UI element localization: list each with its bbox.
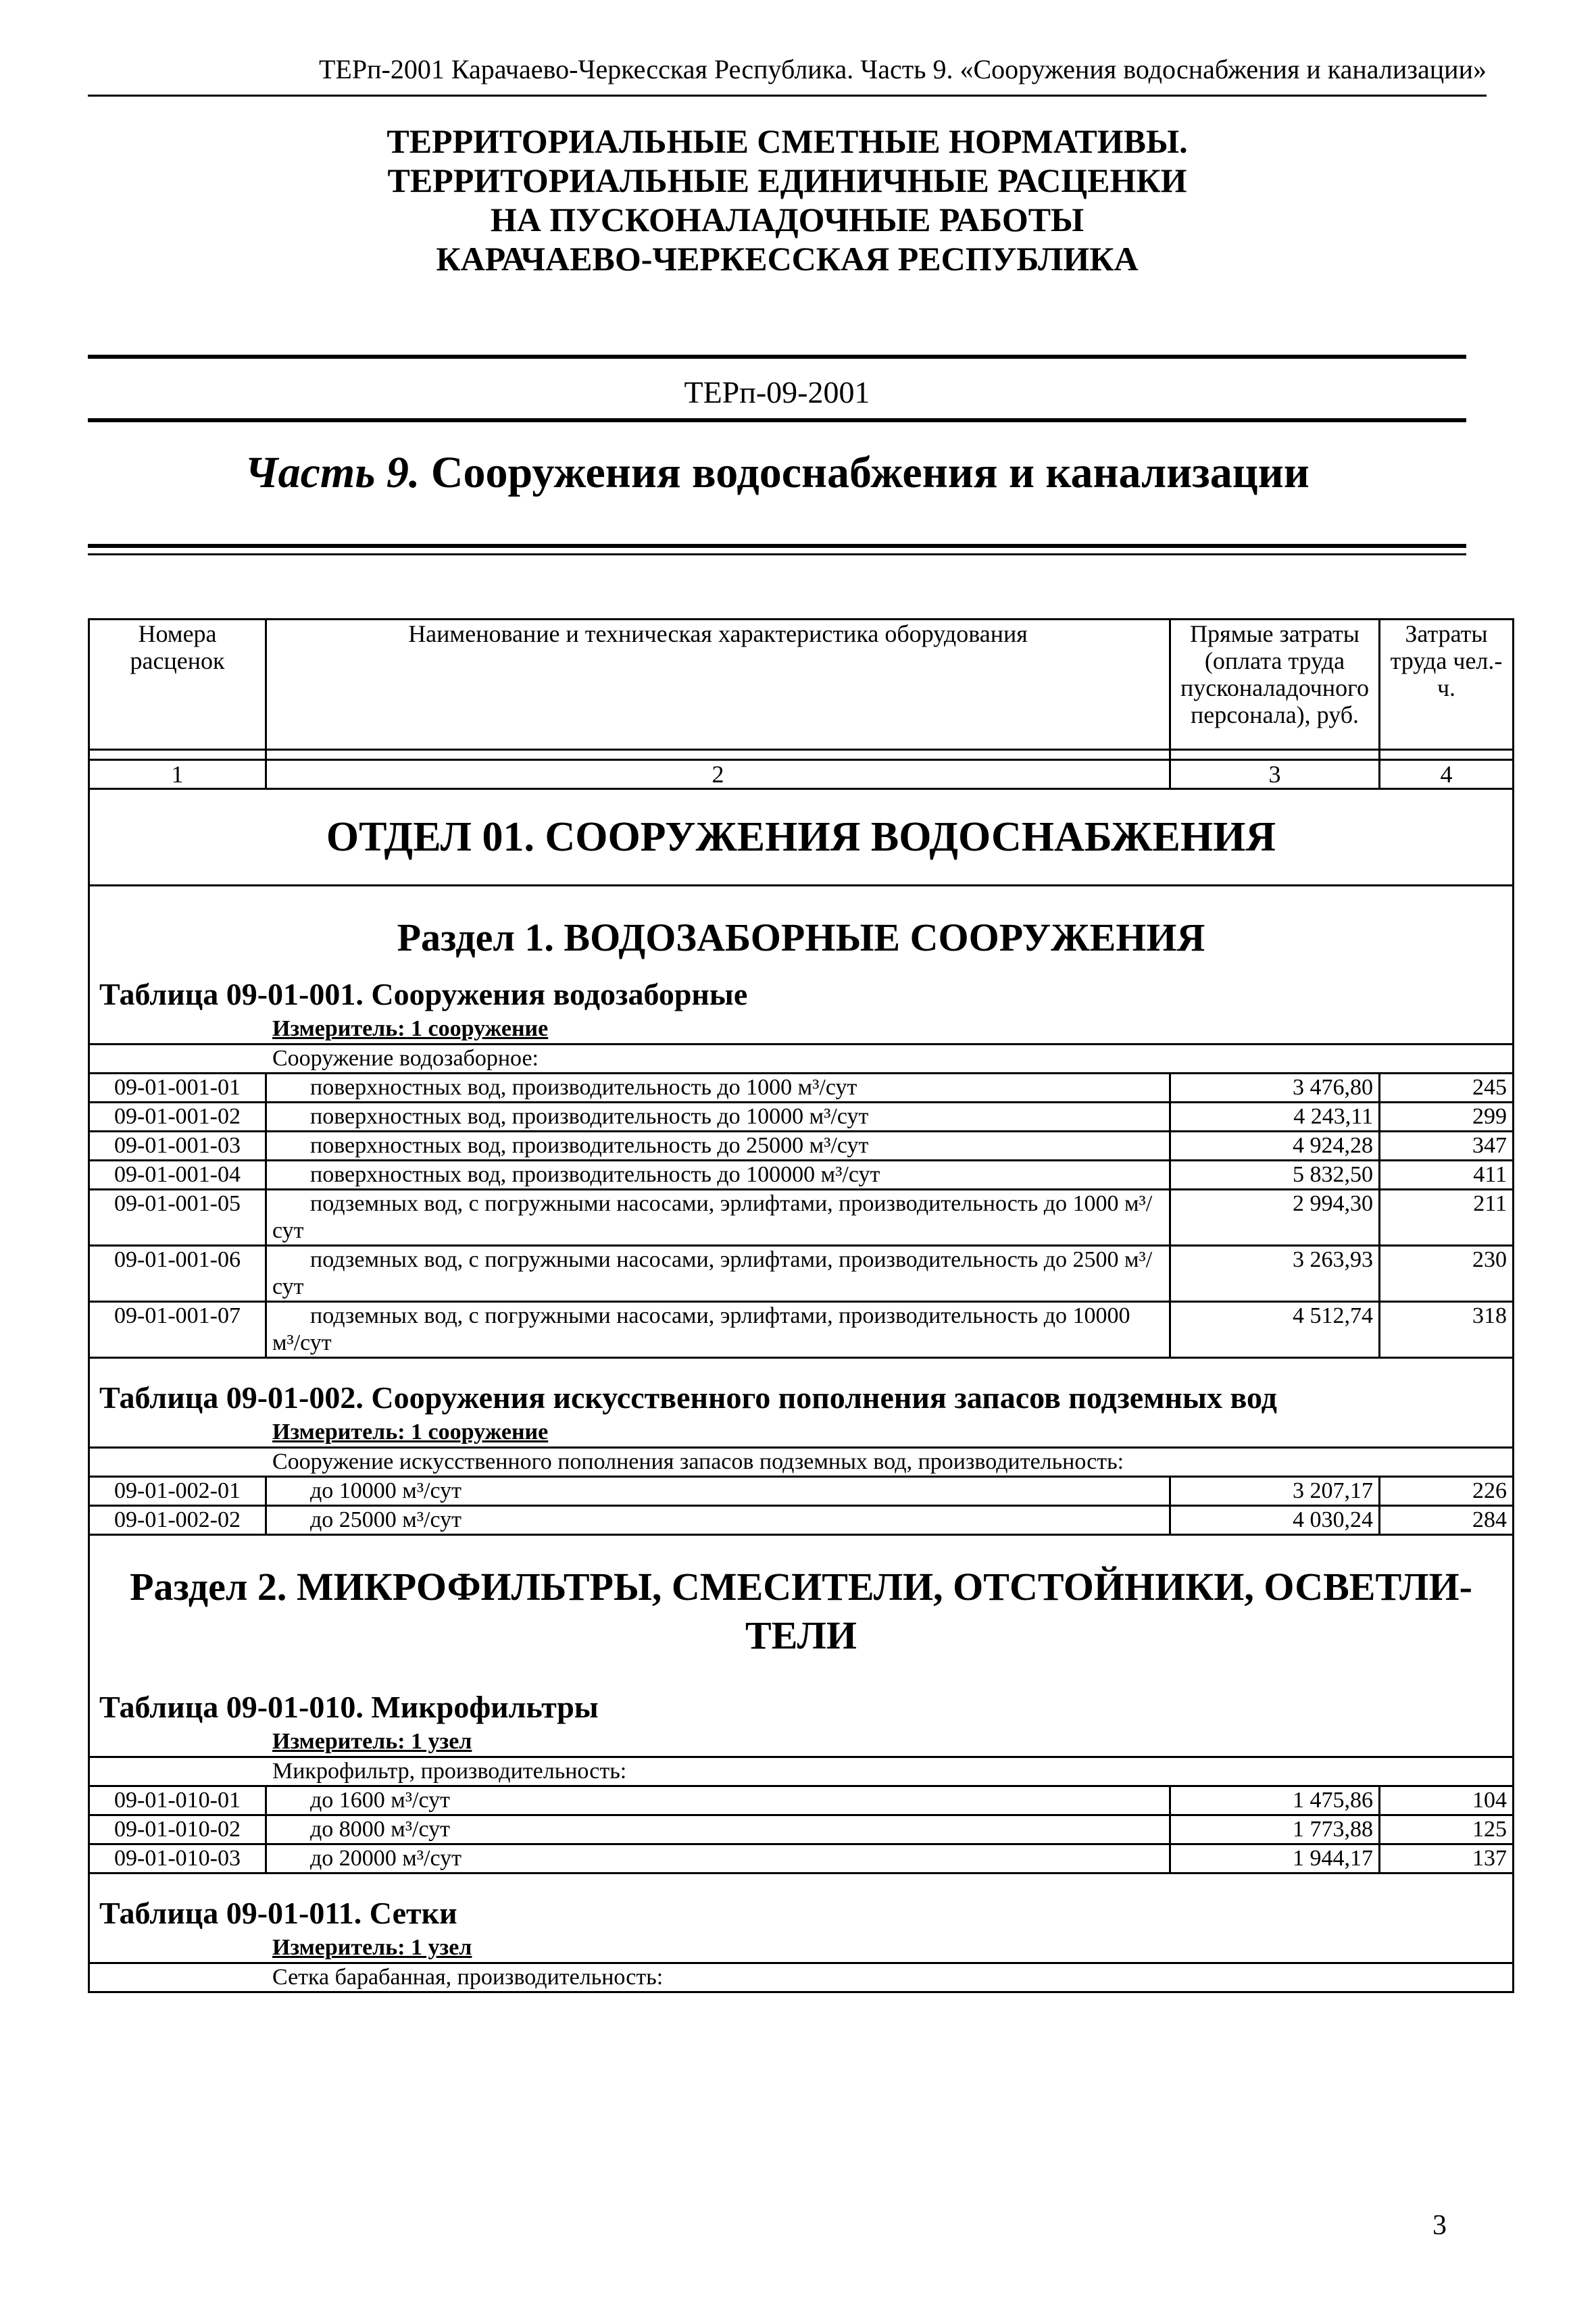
rate-cost: 1 773,88 <box>1170 1815 1380 1844</box>
table-row <box>89 1477 1514 1506</box>
table-010-rows <box>89 1786 1514 1873</box>
section-1-heading: Раздел 1. ВОДОЗАБОРНЫЕ СООРУЖЕНИЯ <box>89 886 1514 963</box>
table-row <box>89 1815 1514 1844</box>
department-row <box>89 789 1514 886</box>
rate-code: 09-01-010-02 <box>89 1815 266 1844</box>
rate-name: до 1600 м³/сут <box>266 1786 1170 1815</box>
table-header-row <box>89 620 1514 750</box>
table-011-group: Сетка барабанная, производительность: <box>89 1963 1514 1992</box>
rate-name: до 25000 м³/сут <box>266 1506 1170 1535</box>
page-number: 3 <box>1432 2210 1447 2241</box>
rate-name: поверхностных вод, производительность до 1000 м³/сут <box>266 1074 1170 1103</box>
table-row <box>89 1132 1514 1161</box>
double-rule <box>88 544 1466 555</box>
title-line-3: НА ПУСКОНАЛАДОЧНЫЕ РАБОТЫ <box>490 201 1084 238</box>
rate-cost: 3 476,80 <box>1170 1074 1380 1103</box>
table-002-group: Сооружение искусственного пополнения запасов подземных вод, производительность: <box>89 1448 1514 1477</box>
table-row <box>89 1246 1514 1302</box>
rate-labor: 211 <box>1380 1190 1514 1246</box>
rate-labor: 125 <box>1380 1815 1514 1844</box>
rate-labor: 284 <box>1380 1506 1514 1535</box>
rate-cost: 4 243,11 <box>1170 1103 1380 1132</box>
rate-code: 09-01-001-05 <box>89 1190 266 1246</box>
rate-code: 09-01-010-03 <box>89 1844 266 1873</box>
rate-name: до 8000 м³/сут <box>266 1815 1170 1844</box>
group-row <box>89 1963 1514 1992</box>
rate-labor: 245 <box>1380 1074 1514 1103</box>
table-title-row <box>89 962 1514 1015</box>
rule-thick <box>88 544 1466 548</box>
rate-name: поверхностных вод, производительность до 25000 м³/сут <box>266 1132 1170 1161</box>
rate-labor: 230 <box>1380 1246 1514 1302</box>
rate-labor: 137 <box>1380 1844 1514 1873</box>
rate-name: подземных вод, с погружными насосами, эрлифтами, производительность до 1000 м³/сут <box>266 1190 1170 1246</box>
table-row <box>89 1506 1514 1535</box>
title-line-2: ТЕРРИТОРИАЛЬНЫЕ ЕДИНИЧНЫЕ РАСЦЕНКИ <box>387 161 1187 199</box>
table-001-measure: Измеритель: 1 сооружение <box>89 1015 1514 1045</box>
rate-code: 09-01-001-02 <box>89 1103 266 1132</box>
rate-cost: 3 263,93 <box>1170 1246 1380 1302</box>
rate-labor: 299 <box>1380 1103 1514 1132</box>
rate-code: 09-01-010-01 <box>89 1786 266 1815</box>
table-row <box>89 1786 1514 1815</box>
document-code: ТЕРп-09-2001 <box>684 375 870 409</box>
table-011-measure: Измеритель: 1 узел <box>89 1934 1514 1963</box>
rate-cost: 5 832,50 <box>1170 1161 1380 1190</box>
header-col-code: Номера расценок <box>89 620 266 750</box>
measure-row <box>89 1015 1514 1045</box>
rate-code: 09-01-001-04 <box>89 1161 266 1190</box>
column-number: 3 <box>1170 760 1380 789</box>
rate-name: до 10000 м³/сут <box>266 1477 1170 1506</box>
column-number: 2 <box>266 760 1170 789</box>
rate-cost: 4 924,28 <box>1170 1132 1380 1161</box>
table-010-measure: Измеритель: 1 узел <box>89 1728 1514 1757</box>
table-row <box>89 1103 1514 1132</box>
table-001-group: Сооружение водозаборное: <box>89 1045 1514 1074</box>
rule-thin <box>88 553 1466 555</box>
rate-labor: 318 <box>1380 1302 1514 1358</box>
part-label: Часть 9. <box>245 448 420 497</box>
table-002-title: Таблица 09-01-002. Сооружения искусственного пополнения запасов подземных вод <box>89 1358 1514 1419</box>
group-row <box>89 1448 1514 1477</box>
rate-code: 09-01-001-01 <box>89 1074 266 1103</box>
rates-table <box>88 618 1514 1993</box>
section-heading-row <box>89 886 1514 963</box>
code-rule-bottom <box>88 418 1466 422</box>
rate-name: подземных вод, с погружными насосами, эрлифтами, производительность до 10000 м³/сут <box>266 1302 1170 1358</box>
header-rule <box>88 95 1487 97</box>
section-heading-row <box>89 1535 1514 1661</box>
group-row <box>89 1757 1514 1786</box>
rate-cost: 4 030,24 <box>1170 1506 1380 1535</box>
table-row <box>89 1302 1514 1358</box>
table-011-title: Таблица 09-01-011. Сетки <box>89 1873 1514 1934</box>
table-title-row <box>89 1358 1514 1419</box>
header-spacer <box>89 750 1514 760</box>
header-col-labor: Затраты труда чел.-ч. <box>1380 620 1514 750</box>
document-code-band <box>88 355 1466 422</box>
rate-name: поверхностных вод, производительность до 100000 м³/сут <box>266 1161 1170 1190</box>
rate-labor: 104 <box>1380 1786 1514 1815</box>
title-line-4: КАРАЧАЕВО-ЧЕРКЕССКАЯ РЕСПУБЛИКА <box>436 240 1139 278</box>
group-row <box>89 1045 1514 1074</box>
rate-name: поверхностных вод, производительность до 10000 м³/сут <box>266 1103 1170 1132</box>
header-col-name: Наименование и техническая характеристика оборудования <box>266 620 1170 750</box>
part-heading <box>88 446 1466 500</box>
rate-cost: 2 994,30 <box>1170 1190 1380 1246</box>
rate-code: 09-01-002-02 <box>89 1506 266 1535</box>
measure-row <box>89 1728 1514 1757</box>
table-001-rows <box>89 1074 1514 1358</box>
table-row <box>89 1074 1514 1103</box>
table-row <box>89 1844 1514 1873</box>
table-002-measure: Измеритель: 1 сооружение <box>89 1418 1514 1448</box>
measure-row <box>89 1934 1514 1963</box>
document-title <box>88 122 1487 278</box>
rate-cost: 3 207,17 <box>1170 1477 1380 1506</box>
rate-labor: 347 <box>1380 1132 1514 1161</box>
rate-code: 09-01-001-06 <box>89 1246 266 1302</box>
rate-code: 09-01-001-03 <box>89 1132 266 1161</box>
rate-labor: 411 <box>1380 1161 1514 1190</box>
table-010-title: Таблица 09-01-010. Микрофильтры <box>89 1660 1514 1728</box>
rate-name: подземных вод, с погружными насосами, эрлифтами, производительность до 2500 м³/сут <box>266 1246 1170 1302</box>
running-header: ТЕРп-2001 Карачаево-Черкесская Республика. Часть 9. «Сооружения водоснабжения и канализации» <box>318 54 1487 84</box>
table-title-row <box>89 1660 1514 1728</box>
title-line-1: ТЕРРИТОРИАЛЬНЫЕ СМЕТНЫЕ НОРМАТИВЫ. <box>386 122 1188 160</box>
rate-cost: 1 944,17 <box>1170 1844 1380 1873</box>
header-col-cost: Прямые затраты (оплата труда пусконаладочного персонала), руб. <box>1170 620 1380 750</box>
column-number: 1 <box>89 760 266 789</box>
part-title: Сооружения водоснабжения и канализации <box>430 448 1310 497</box>
rate-code: 09-01-002-01 <box>89 1477 266 1506</box>
table-001-title: Таблица 09-01-001. Сооружения водозаборные <box>89 962 1514 1015</box>
table-title-row <box>89 1873 1514 1934</box>
table-row <box>89 1161 1514 1190</box>
rate-labor: 226 <box>1380 1477 1514 1506</box>
measure-row <box>89 1418 1514 1448</box>
column-numbers-row <box>89 760 1514 789</box>
column-number: 4 <box>1380 760 1514 789</box>
table-010-group: Микрофильтр, производительность: <box>89 1757 1514 1786</box>
rate-code: 09-01-001-07 <box>89 1302 266 1358</box>
rate-name: до 20000 м³/сут <box>266 1844 1170 1873</box>
rate-cost: 1 475,86 <box>1170 1786 1380 1815</box>
rate-cost: 4 512,74 <box>1170 1302 1380 1358</box>
department-heading: ОТДЕЛ 01. СООРУЖЕНИЯ ВОДОСНАБЖЕНИЯ <box>89 789 1514 886</box>
table-002-rows <box>89 1477 1514 1535</box>
section-2-heading: Раздел 2. МИКРОФИЛЬТРЫ, СМЕСИТЕЛИ, ОТСТОЙНИКИ, ОСВЕТЛИ-ТЕЛИ <box>89 1535 1514 1661</box>
table-row <box>89 1190 1514 1246</box>
